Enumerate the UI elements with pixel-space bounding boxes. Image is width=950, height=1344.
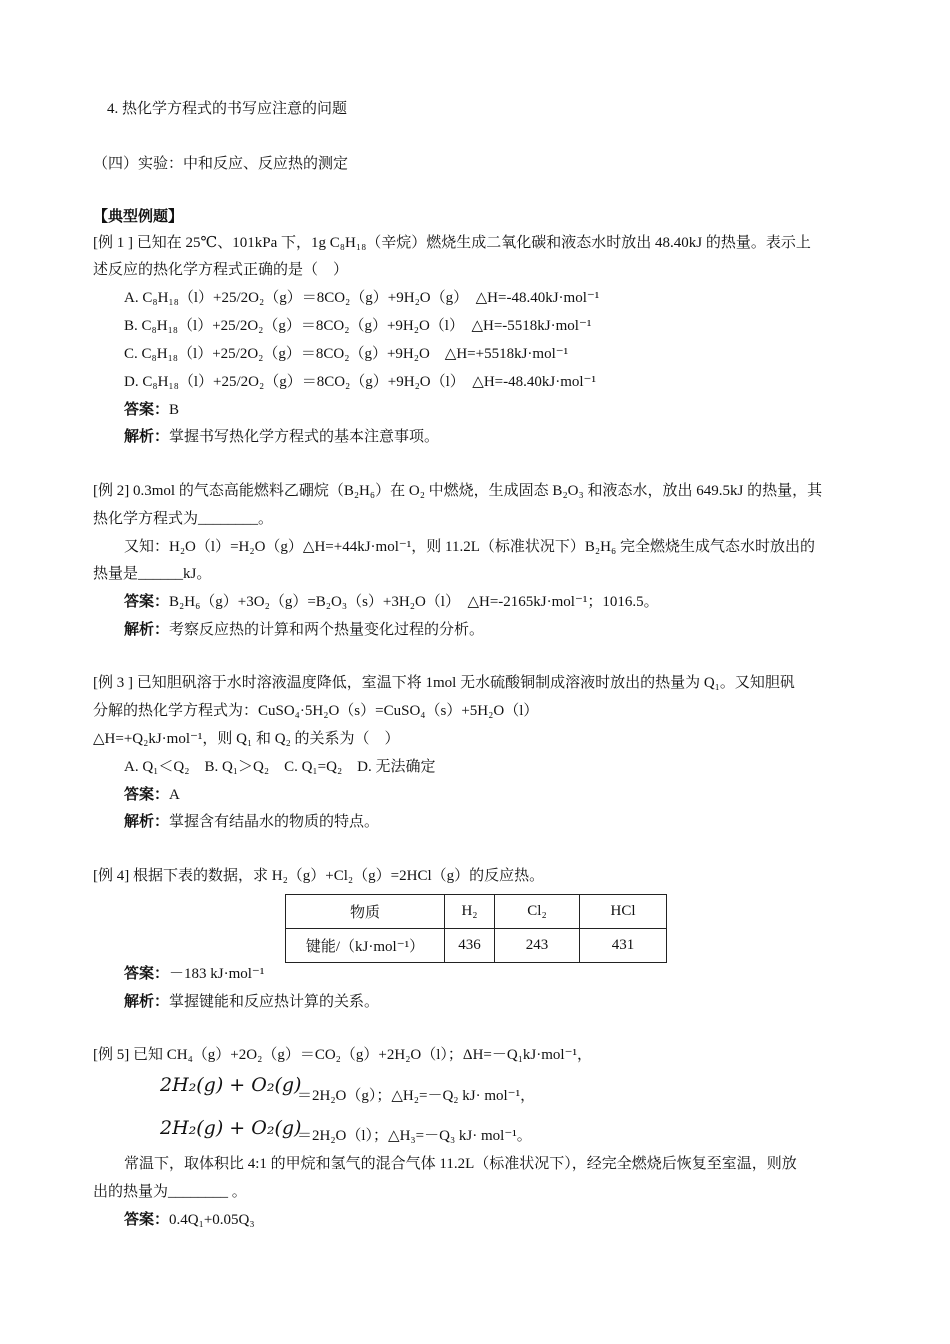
analysis-label: 解析：	[124, 622, 170, 638]
answer-text: A	[169, 787, 180, 803]
bond-energy-table	[285, 894, 667, 963]
example-3-line-1: [例 3 ] 已知胆矾溶于水时溶液温度降低，室温下将 1mol 无水硫酸铜制成溶液时放出的热量为 Q₁。又知胆矾	[93, 675, 795, 691]
table-cell: 436	[445, 929, 495, 963]
answer-text: B	[169, 402, 180, 418]
answer-text: －183 kJ·mol⁻¹	[169, 966, 265, 982]
equation-2-rest: ＝2H₂O（g）；△H₂=－Q₂ kJ· mol⁻¹，	[297, 1088, 536, 1104]
answer-label: 答案：	[124, 787, 170, 803]
example-3-options: A. Q₁＜Q₂ B. Q₁＞Q₂ C. Q₁=Q₂ D. 无法确定	[124, 759, 436, 775]
answer-label: 答案：	[124, 1212, 170, 1228]
example-1-option-d: D. C₈H₁₈（l）+25/2O₂（g）＝8CO₂（g）+9H₂O（l） △H=-48.40kJ·mol⁻¹	[124, 374, 596, 390]
analysis-label: 解析：	[124, 429, 170, 445]
example-3-line-2: 分解的热化学方程式为：CuSO₄·5H₂O（s）=CuSO₄（s）+5H₂O（l）	[93, 703, 539, 719]
analysis-label: 解析：	[124, 814, 170, 830]
table-cell: 431	[580, 929, 667, 963]
answer-label: 答案：	[124, 594, 170, 610]
example-2-line-1: [例 2] 0.3mol 的气态高能燃料乙硼烷（B₂H₆）在 O₂ 中燃烧，生成固态 B₂O₃ 和液态水，放出 649.5kJ 的热量，其	[93, 483, 823, 499]
analysis-text: 考察反应热的计算和两个热量变化过程的分析。	[169, 622, 485, 638]
example-2-line-2: 热化学方程式为________。	[93, 511, 274, 527]
table-header-cell: HCl	[580, 895, 667, 929]
analysis-text: 掌握含有结晶水的物质的特点。	[169, 814, 380, 830]
table-cell: 243	[495, 929, 580, 963]
table-header-cell: 物质	[286, 895, 445, 929]
example-5-line-1: [例 5] 已知 CH₄（g）+2O₂（g）＝CO₂（g）+2H₂O（l）；ΔH=－Q₁kJ·mol⁻¹，	[93, 1047, 593, 1063]
table-row	[286, 929, 667, 963]
example-5-answer	[124, 1210, 255, 1230]
example-1-option-b: B. C₈H₁₈（l）+25/2O₂（g）＝8CO₂（g）+9H₂O（l） △H=-5518kJ·mol⁻¹	[124, 318, 592, 334]
example-2-analysis	[124, 620, 484, 640]
example-5-line-5: 出的热量为________ 。	[93, 1184, 247, 1200]
example-1-option-c: C. C₈H₁₈（l）+25/2O₂（g）＝8CO₂（g）+9H₂O △H=+5518kJ·mol⁻¹	[124, 346, 569, 362]
example-1-line-1: [例 1 ] 已知在 25℃、101kPa 下，1g C₈H₁₈（辛烷）燃烧生成二氧化碳和液态水时放出 48.40kJ 的热量。表示上	[93, 235, 811, 251]
example-4-answer	[124, 964, 264, 984]
analysis-text: 掌握书写热化学方程式的基本注意事项。	[169, 429, 440, 445]
typical-examples-heading: 【典型例题】	[93, 209, 184, 225]
example-1-option-a: A. C₈H₁₈（l）+25/2O₂（g）＝8CO₂（g）+9H₂O（g） △H=-48.40kJ·mol⁻¹	[124, 290, 600, 306]
example-2-line-4: 热量是______kJ。	[93, 566, 212, 582]
example-1-analysis	[124, 427, 439, 447]
table-header-cell: Cl₂	[495, 895, 580, 929]
answer-label: 答案：	[124, 966, 170, 982]
example-3-analysis	[124, 812, 379, 832]
example-2-answer	[124, 592, 659, 612]
example-1-answer	[124, 400, 179, 420]
example-5-line-4: 常温下，取体积比 4:1 的甲烷和氢气的混合气体 11.2L（标准状况下），经完全燃烧后恢复至室温，则放	[124, 1156, 797, 1172]
example-4-analysis	[124, 992, 379, 1012]
table-cell: 键能/（kJ·mol⁻¹）	[286, 929, 445, 963]
equation-3-rest: ＝2H₂O（l）；△H₃=－Q₃ kJ· mol⁻¹。	[297, 1128, 532, 1144]
table-header-cell: H₂	[445, 895, 495, 929]
analysis-text: 掌握键能和反应热计算的关系。	[169, 994, 380, 1010]
table-header-row	[286, 895, 667, 929]
equation-2-formula: 2H₂(g) + O₂(g)	[160, 1074, 302, 1096]
example-3-answer	[124, 785, 180, 805]
answer-text: B₂H₆（g）+3O₂（g）=B₂O₃（s）+3H₂O（l） △H=-2165kJ·mol⁻¹；1016.5。	[169, 594, 659, 610]
section-experiment-title: （四）实验：中和反应、反应热的测定	[93, 156, 349, 172]
equation-3-formula: 2H₂(g) + O₂(g)	[160, 1117, 302, 1139]
example-2-line-3: 又知：H₂O（l）=H₂O（g）△H=+44kJ·mol⁻¹，则 11.2L（标准状况下）B₂H₆ 完全燃烧生成气态水时放出的	[124, 539, 815, 555]
answer-text: 0.4Q₁+0.05Q₃	[169, 1212, 255, 1228]
example-4-line-1: [例 4] 根据下表的数据，求 H₂（g）+Cl₂（g）=2HCl（g）的反应热。	[93, 868, 545, 884]
section-4-title: 4. 热化学方程式的书写应注意的问题	[107, 101, 348, 117]
answer-label: 答案：	[124, 402, 170, 418]
example-1-line-2: 述反应的热化学方程式正确的是（ ）	[93, 262, 349, 278]
example-3-line-3: △H=+Q₂kJ·mol⁻¹，则 Q₁ 和 Q₂ 的关系为（ ）	[93, 731, 400, 747]
analysis-label: 解析：	[124, 994, 170, 1010]
